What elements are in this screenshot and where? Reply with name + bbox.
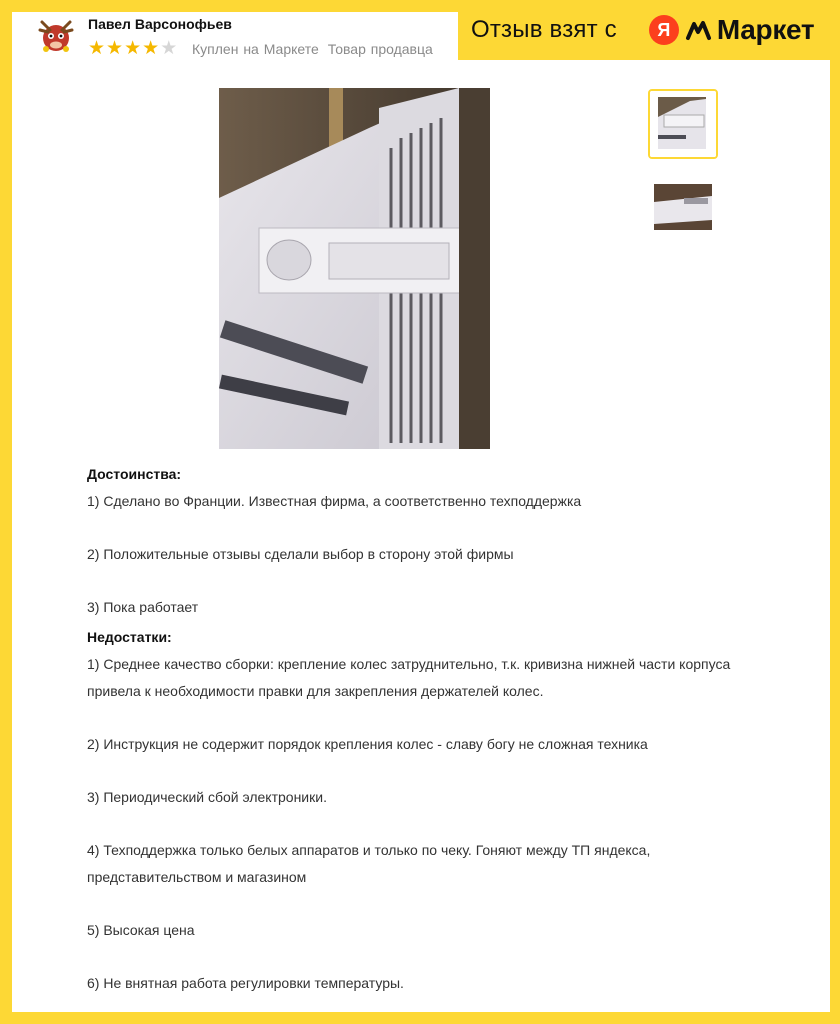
bought-on-market-label: Куплен на Маркете — [192, 41, 319, 57]
source-banner — [458, 0, 840, 60]
review-text — [87, 466, 822, 997]
main-photo[interactable] — [219, 88, 490, 449]
heater-photo-image — [219, 88, 490, 449]
cons-item: 3) Периодический сбой электроники. — [87, 789, 327, 805]
pros-title: Достоинства: — [87, 466, 182, 482]
rating-stars — [88, 39, 177, 59]
star-icon: ★ — [124, 38, 142, 59]
market-brand-text: Маркет — [716, 14, 815, 45]
pros-item: 2) Положительные отзывы сделали выбор в сторону этой фирмы — [87, 546, 514, 562]
review-card — [12, 12, 830, 1012]
thumbnail-1[interactable] — [648, 89, 718, 159]
star-icon: ★ — [88, 38, 106, 59]
pros-item: 1) Сделано во Франции. Известная фирма, а соответственно техподдержка — [87, 493, 582, 509]
cons-item: 6) Не внятная работа регулировки температуры. — [87, 975, 404, 991]
avatar[interactable] — [36, 16, 76, 56]
pros-item: 3) Пока работает — [87, 599, 199, 615]
author-name[interactable]: Павел Варсонофьев — [88, 16, 232, 32]
source-label: Отзыв взят с — [471, 16, 617, 43]
market-logo-icon — [685, 19, 713, 41]
thumbnail-2[interactable] — [654, 180, 712, 234]
seller-product-label: Товар продавца — [327, 41, 433, 57]
purchase-meta — [192, 41, 433, 57]
cons-item-continued: представительством и магазином — [87, 869, 307, 885]
cons-item: 4) Техподдержка только белых аппаратов и только по чеку. Гоняют между ТП яндекса, — [87, 842, 651, 858]
yandex-logo-icon: Я — [649, 15, 679, 45]
cons-title: Недостатки: — [87, 629, 172, 645]
review-header — [12, 12, 458, 72]
cons-item: 1) Среднее качество сборки: крепление колес затруднительно, т.к. кривизна нижней части корпуса — [87, 656, 731, 672]
heater-bracket-thumbnail — [650, 91, 716, 157]
cons-item-continued: привела к необходимости правки для закрепления держателей колес. — [87, 683, 544, 699]
heater-side-thumbnail — [654, 180, 712, 234]
star-icon: ★ — [106, 38, 124, 59]
star-empty-icon: ★ — [160, 38, 178, 59]
cons-item: 2) Инструкция не содержит порядок крепления колес - славу богу не сложная техника — [87, 736, 648, 752]
cons-item: 5) Высокая цена — [87, 922, 195, 938]
star-icon: ★ — [142, 38, 160, 59]
